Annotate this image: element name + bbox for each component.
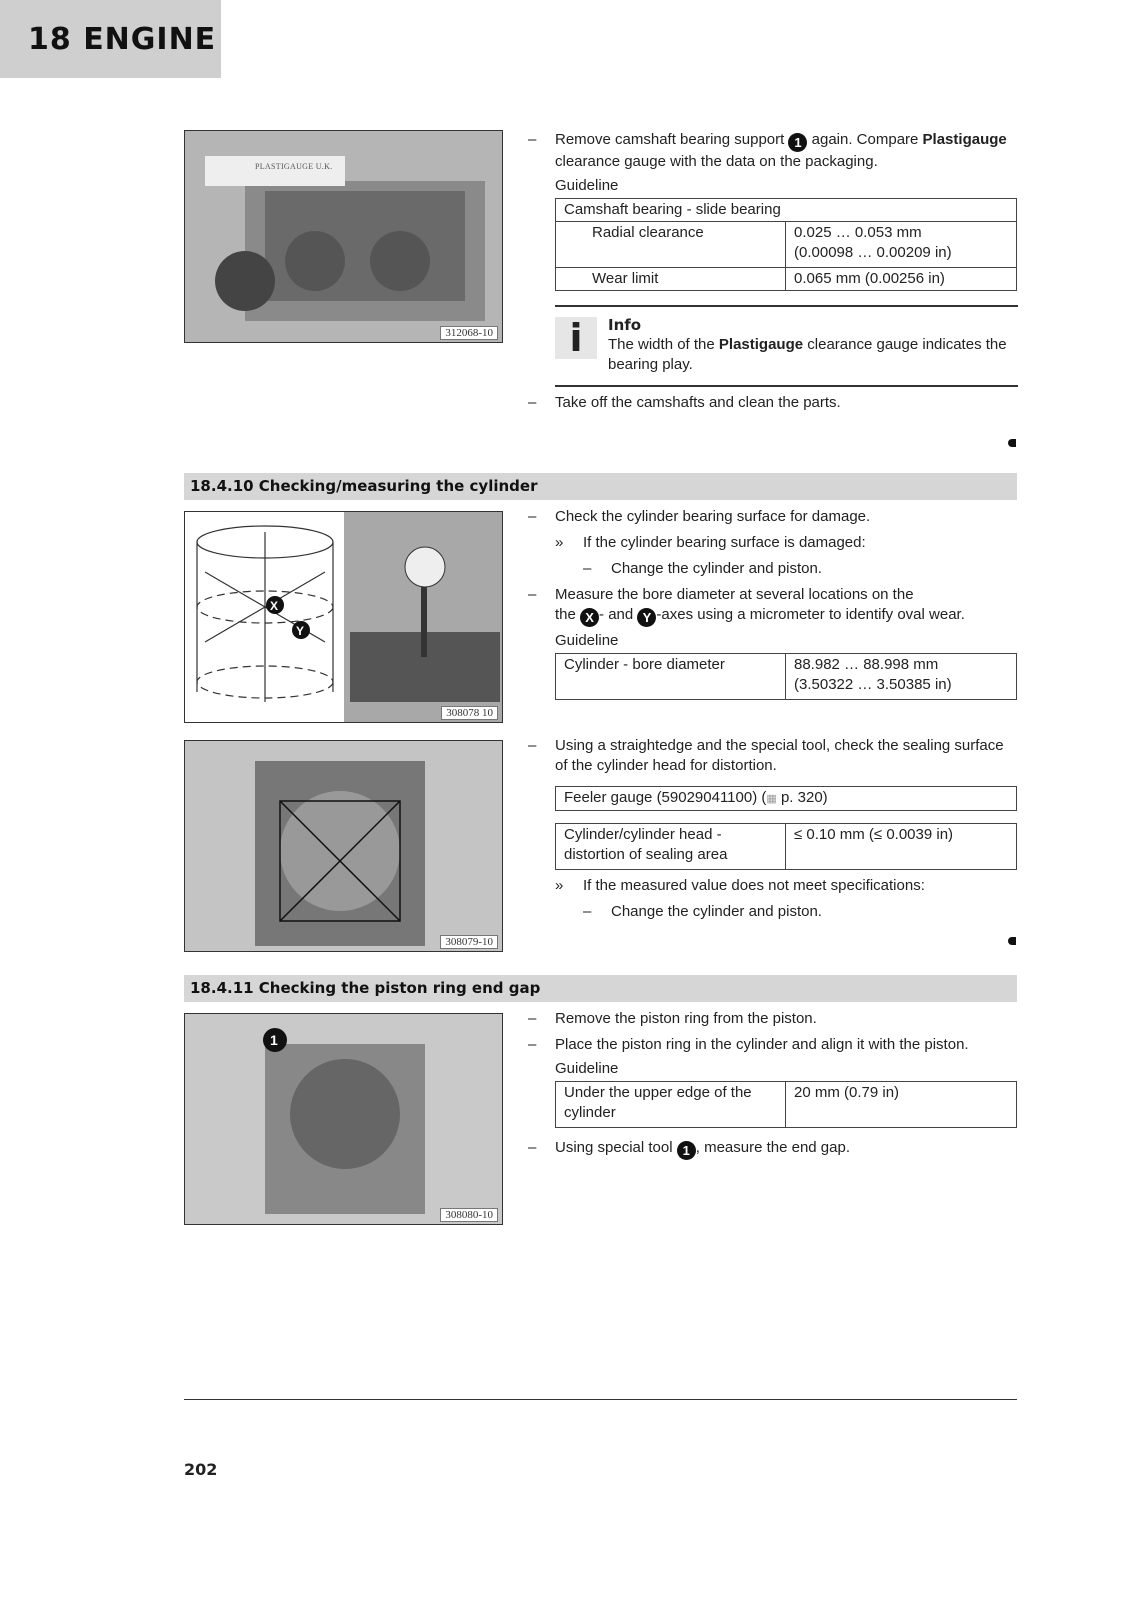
condition: » If the cylinder bearing surface is damaged: <box>555 534 866 551</box>
spec-table: Cylinder - bore diameter 88.982 … 88.998 mm (3.50322 … 3.50385 in) <box>555 653 1017 700</box>
action: – Change the cylinder and piston. <box>583 903 822 920</box>
block-distortion <box>528 736 1018 922</box>
figure-number: 312068-10 <box>440 326 498 340</box>
block-cylinder <box>528 507 1018 700</box>
chapter-header: 18 ENGINE <box>0 0 221 78</box>
figure-number: 308078 10 <box>441 706 498 720</box>
step: – Using special tool 1 , measure the end gap. <box>528 1139 851 1158</box>
figure-bore-measurement <box>184 511 503 723</box>
guideline-label: Guideline <box>555 177 619 194</box>
marker-1-icon: 1 <box>788 133 807 152</box>
spec-table: Under the upper edge of the cylinder 20 mm (0.79 in) <box>555 1081 1017 1128</box>
block-ring-gap <box>528 1009 1018 1160</box>
step: – Place the piston ring in the cylinder and align it with the piston. <box>528 1036 969 1053</box>
end-marker-icon <box>1008 439 1016 447</box>
marker-1-icon: 1 <box>677 1141 696 1160</box>
guideline-label: Guideline <box>555 1060 619 1077</box>
action: – Change the cylinder and piston. <box>583 560 822 577</box>
figure-number: 308080-10 <box>440 1208 498 1222</box>
cylinder-top-photo <box>185 741 503 952</box>
info-box: i Info The width of the Plastigauge clearance gauge indicates the bearing play. <box>555 305 1018 387</box>
condition: » If the measured value does not meet specifications: <box>555 877 925 894</box>
tool-table: Feeler gauge (59029041100) (▦ p. 320) <box>555 786 1017 811</box>
marker-x-icon: X <box>580 608 599 627</box>
section-title: 18.4.10 Checking/measuring the cylinder <box>184 473 1017 500</box>
bore-diagram <box>185 512 503 723</box>
step: – Check the cylinder bearing surface for damage. <box>528 508 871 525</box>
guideline-label: Guideline <box>555 632 619 649</box>
spec-table: Cylinder/cylinder head - distortion of sealing area ≤ 0.10 mm (≤ 0.0039 in) <box>555 823 1017 870</box>
step: – Take off the camshafts and clean the parts. <box>528 394 841 411</box>
figure-cylinder-head-plastigauge <box>184 130 503 343</box>
figure-cylinder-distortion <box>184 740 503 952</box>
page-number: 202 <box>184 1460 218 1479</box>
block-plastigauge <box>528 130 1018 413</box>
cylinder-head-photo <box>185 131 503 343</box>
svg-text:1: 1 <box>270 1032 278 1048</box>
step: – Using a straightedge and the special tool, check the sealing surface of the cylinder head for distortion. <box>528 737 1004 774</box>
svg-text:X: X <box>270 599 279 613</box>
step: – Remove the piston ring from the piston. <box>528 1010 817 1027</box>
figure-piston-ring-gap <box>184 1013 503 1225</box>
end-marker-icon <box>1008 937 1016 945</box>
svg-text:Y: Y <box>296 624 305 638</box>
footer-divider <box>184 1399 1017 1400</box>
info-icon: i <box>555 317 597 359</box>
marker-y-icon: Y <box>637 608 656 627</box>
book-reference-icon: ▦ <box>766 793 777 805</box>
figure-number: 308079-10 <box>440 935 498 949</box>
page-reference-link[interactable]: p. 320) <box>780 789 828 806</box>
plastigauge-card-label: PLASTIGAUGE U.K. <box>255 162 333 171</box>
cylinder-ring-photo <box>185 1014 503 1225</box>
step: – Measure the bore diameter at several locations on the the X - and Y -axes using a micrometer to identify oval wear. <box>528 586 965 625</box>
spec-table: Camshaft bearing - slide bearing Radial clearance 0.025 … 0.053 mm (0.00098 … 0.00209 in) Wear limit 0.065 mm (0.00256 in) <box>555 198 1017 291</box>
step: – Remove camshaft bearing support 1 again. Compare Plastigauge clearance gauge with the data on the packaging. <box>528 131 1007 170</box>
section-title: 18.4.11 Checking the piston ring end gap <box>184 975 1017 1002</box>
